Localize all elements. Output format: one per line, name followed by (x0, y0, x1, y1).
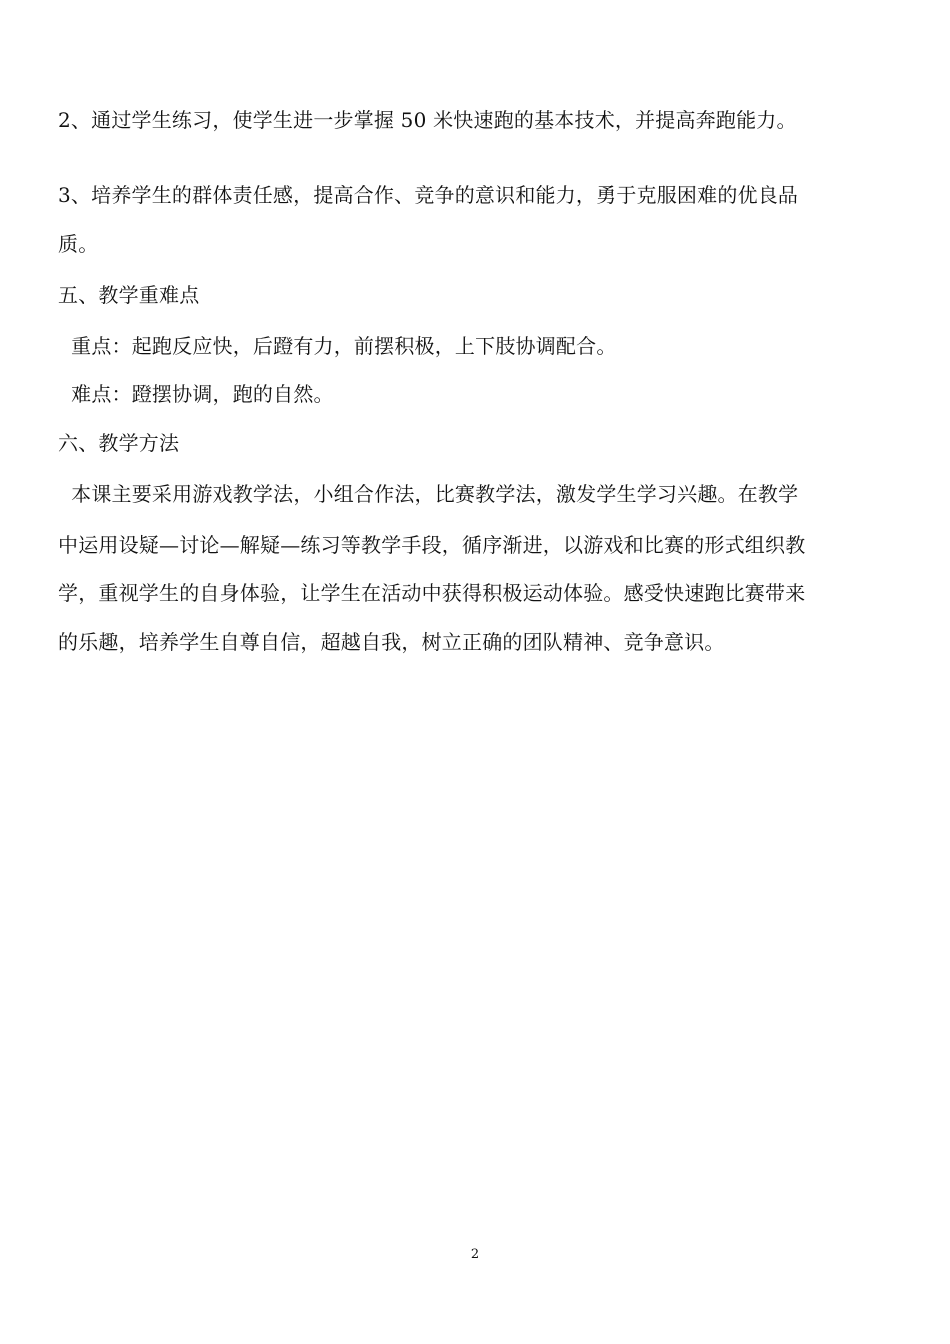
methods-paragraph-line-3: 学，重视学生的自身体验，让学生在活动中获得积极运动体验。感受快速跑比赛带来 (58, 581, 806, 605)
methods-paragraph-line-1: 本课主要采用游戏教学法，小组合作法，比赛教学法，激发学生学习兴趣。在教学 (58, 482, 799, 506)
page-number: 2 (470, 1247, 480, 1262)
section-heading-key-difficult-points: 五、教学重难点 (58, 283, 200, 307)
objective-3-text-line-1: 3、培养学生的群体责任感，提高合作、竞争的意识和能力，勇于克服困难的优良品 (58, 183, 799, 207)
methods-paragraph-line-4: 的乐趣，培养学生自尊自信，超越自我，树立正确的团队精神、竞争意识。 (58, 630, 725, 654)
objective-3-text-line-2: 质。 (58, 232, 99, 256)
difficult-point-text: 难点：蹬摆协调，跑的自然。 (58, 382, 334, 406)
objective-2-text: 2、通过学生练习，使学生进一步掌握 50 米快速跑的基本技术，并提高奔跑能力。 (58, 108, 797, 132)
methods-paragraph-line-2: 中运用设疑—讨论—解疑—练习等教学手段，循序渐进，以游戏和比赛的形式组织教 (58, 533, 806, 557)
section-heading-teaching-methods: 六、教学方法 (58, 431, 180, 455)
key-point-text: 重点：起跑反应快，后蹬有力，前摆积极，上下肢协调配合。 (58, 334, 617, 358)
